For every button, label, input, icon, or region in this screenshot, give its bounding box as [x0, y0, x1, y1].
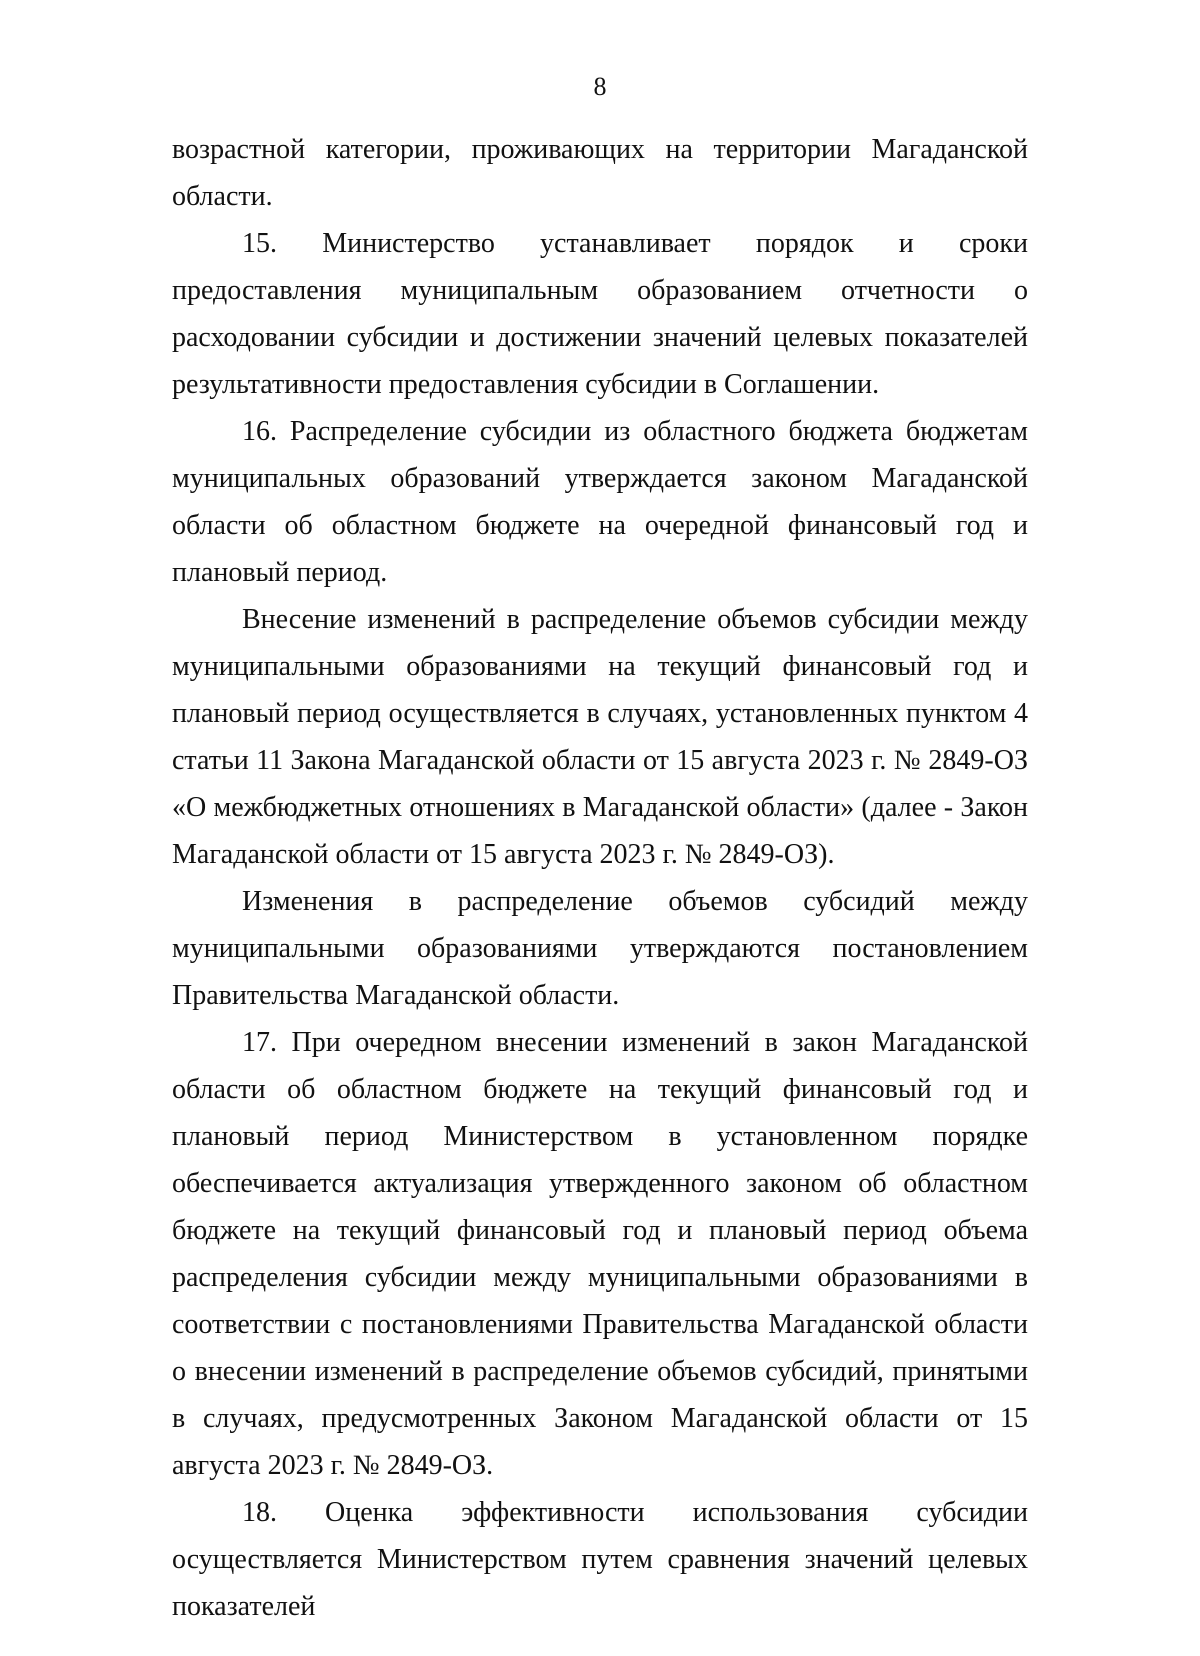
paragraph-continuation: возрастной категории, проживающих на территории Магаданской области.	[172, 134, 1028, 212]
paragraph-amendment-approval: Изменения в распределение объемов субсидий между муниципальными образованиями утверждаются постановлением Правительства Магаданской области.	[172, 886, 1028, 1011]
paragraph-amendment-procedure: Внесение изменений в распределение объемов субсидии между муниципальными образованиями на текущий финансовый год и плановый период осуществляется в случаях, установленных пунктом 4 статьи 11 Закона Магаданской области от 15 августа 2023 г. № 2849-ОЗ «О межбюджетных отношениях в Магаданской области» (далее - Закон Магаданской области от 15 августа 2023 г. № 2849-ОЗ).	[172, 604, 1028, 870]
paragraph-item-17: 17. При очередном внесении изменений в закон Магаданской области об областном бюджете на текущий финансовый год и плановый период Министерством в установленном порядке обеспечивается актуализация утвержденного законом об областном бюджете на текущий финансовый год и плановый период объема распределения субсидии между муниципальными образованиями в соответствии с постановлениями Правительства Магаданской области о внесении изменений в распределение объемов субсидий, принятыми в случаях, предусмотренных Законом Магаданской области от 15 августа 2023 г. № 2849-ОЗ.	[172, 1027, 1028, 1481]
paragraph-item-18: 18. Оценка эффективности использования субсидии осуществляется Министерством путем сравнения значений целевых показателей	[172, 1497, 1028, 1622]
paragraph-item-16: 16. Распределение субсидии из областного бюджета бюджетам муниципальных образований утверждается законом Магаданской области об областном бюджете на очередной финансовый год и плановый период.	[172, 416, 1028, 588]
document-body	[172, 126, 1028, 1630]
page-number: 8	[593, 72, 607, 101]
paragraph-item-15: 15. Министерство устанавливает порядок и сроки предоставления муниципальным образованием отчетности о расходовании субсидии и достижении значений целевых показателей результативности предоставления субсидии в Соглашении.	[172, 228, 1028, 400]
